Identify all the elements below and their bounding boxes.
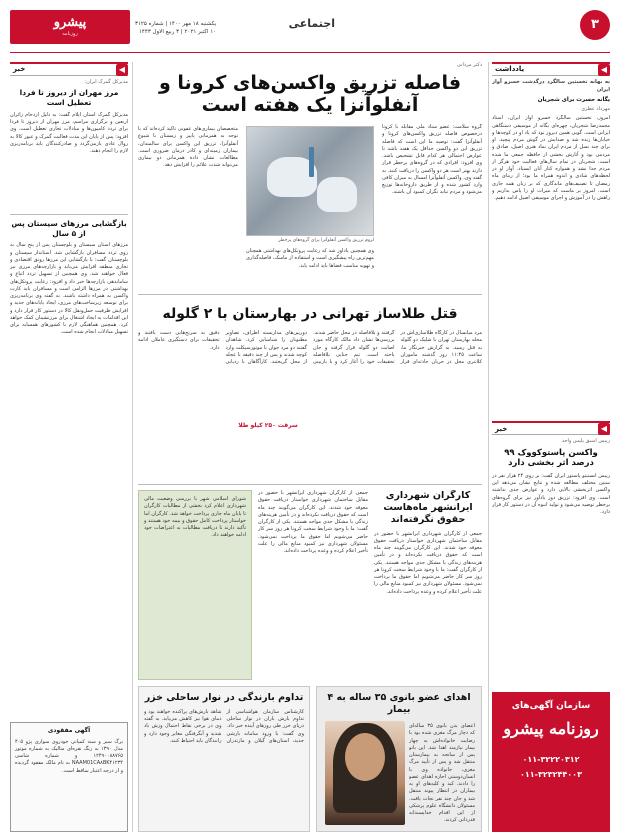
- logo-name: پیشرو: [53, 15, 87, 31]
- news-kicker: رییس اسبق پلیس واحد: [561, 438, 610, 445]
- crime-article-body: مرد میانسال در کارگاه طلاسازی‌اش در محله بهارستان تهران با شلیک دو گلوله به قتل رسید. به گزارش خبرنگار ما، ساعت ۱۱:۴۵ روز گذشته ماموران کلانتری محل در جریان حادثه‌ای قرار گرفتند و بلافاصله در محل حاضر شدند. بررسی‌ها نشان داد مالک کارگاه مورد اصابت دو گلوله قرار گرفته و جان باخته است. تیم جنایی بلافاصله تحقیقات خود را آغاز کرد و با بازبینی دوربین‌های مداربسته اطراف، تصاویر مظنونان را شناسایی کرد. شاهدان گفتند دو مرد جوان با موتورسیکلت وارد کوچه شدند و پس از چند دقیقه با عجله از محل گریختند. کارآگاهان با ردیابی دقیق به سرنخ‌هایی دست یافتند و تحقیقات برای دستگیری عاملان ادامه دارد.: [138, 330, 482, 365]
- ads-line-1: سازمان آگهی‌های: [511, 701, 591, 711]
- main-area: [138, 62, 482, 832]
- left-kicker: مدیرکل گمرک ایران:: [84, 79, 128, 85]
- crime-article-columns: [138, 330, 482, 480]
- dateline-line-1: یکشنبه ۱۸ مهر ۱۴۰۰ | شماره ۳۱۲۵: [135, 21, 217, 27]
- rain-article-text: کارشناس سازمان هواشناسی از تداوم بارش باران در نوار ساحلی دریای خزر طی روزهای آینده خبر داد. وی گفت: با ورود سامانه بارشی جدید، استان‌های گیلان و مازندران شاهد بارش‌های پراکنده خواهند بود و دمای هوا نیز کاهش می‌یابد. به گفته وی در برخی نقاط احتمال وزش باد شدید و آبگرفتگی معابر وجود دارد و رانندگان باید احتیاط کنند.: [144, 708, 304, 744]
- note-intro: به بهانه نخستین سالگرد درگذشت خسرو آواز ایران: [492, 79, 610, 93]
- organ-donation-box: [316, 686, 482, 832]
- text-under-photo: [246, 248, 374, 290]
- green-sidebar-box: [138, 490, 252, 680]
- logo-sub: روزنامه: [62, 30, 78, 37]
- donor-portrait: [325, 721, 405, 825]
- news-title: واکسن پاستوکووک ۹۹ درصد اثر بخشی دارد: [504, 447, 598, 469]
- note-tag-label: یادداشت: [492, 64, 527, 74]
- ads-box: [492, 692, 610, 832]
- left-news-tag: [10, 62, 128, 76]
- left-column-separator: [132, 62, 133, 832]
- vaccine-photo: [246, 126, 374, 236]
- rain-article-title: تداوم بارندگی در نوار ساحلی خزر: [144, 692, 304, 703]
- green-sidebar-text: شورای اسلامی شهر با بررسی وضعیت مالی شهرداری اعلام کرد بخشی از مطالبات کارگران تا پایان ماه جاری پرداخت خواهد شد. کارگران اما خواستار پرداخت کامل حقوق و بیمه خود هستند و تأکید دارند تا دریافت مطالبات به اعتراضات خود ادامه خواهند داد.: [144, 496, 246, 539]
- note-tag: [492, 62, 610, 76]
- left-title-2: بازگشایی مرزهای سیستان پس از ۵ سال: [11, 218, 127, 238]
- section-divider: [138, 294, 482, 295]
- headline-jeweler-murder: قتل طلاساز تهرانی در بهارستان با ۲ گلوله: [162, 306, 458, 322]
- organ-donation-text-col: [409, 723, 475, 827]
- header-divider: [10, 52, 610, 53]
- left-title-1: مرز مهران از دیروز تا فردا تعطیل است: [19, 88, 119, 107]
- workers-text: جمعی از کارگران شهرداری ایرانشهر با حضور در مقابل ساختمان شهرداری خواستار دریافت حقوق معوقه خود شدند. این کارگران می‌گویند چند ماه است که حقوق دریافت نکرده‌اند و در تأمین هزینه‌های زندگی با مشکل جدی مواجه هستند. یکی از کارگران گفت: ما با وجود شرایط سخت کرونا هر روز سر کار حاضر می‌شویم اما حقوق ما پرداخت نمی‌شود. مسئولان شهرداری نیز کمبود منابع مالی را علت تأخیر اعلام کرده و وعده پرداخت داده‌اند.: [374, 530, 482, 595]
- ads-line-2: روزنامه پیشرو: [503, 719, 599, 739]
- organ-donation-text: اعضای بدن بانوی ۳۵ ساله‌ای که دچار مرگ مغزی شده بود با رضایت خانواده‌اش به چهار بیمار نیازمند اهدا شد. این بانو پس از سانحه به بیمارستان منتقل شد و پس از تأیید مرگ مغزی، خانواده وی با انسان‌دوستی اجازه اهدای عضو را دادند. کبد و کلیه‌های او به بیماران در انتظار پیوند منتقل شد و جان چند نفر نجات یافت. مسئولان دانشگاه علوم پزشکی از این اقدام خداپسندانه قدردانی کردند.: [409, 723, 475, 824]
- lost-notice-text: برگ سبز و سند کمپانی خودروی سواری پژو ۴۰۵ مدل ۱۳۹۰ به رنگ نقره‌ای متالیک به شماره موتور ۱۲۴۹۰۰۸۸۷۶۵ و شماره شاسی NAAM01CA۸BK۴۱۲۳۴ به نام مالک مفقود گردیده و از درجه اعتبار ساقط است.: [15, 738, 123, 774]
- news-body: رییس انستیتو پاستور ایران گفت: بر روی ۲۴ هزار نفر در سنین مختلف مطالعه شده و نتایج نشان می‌دهد این واکسن اثربخشی بالایی دارد و عوارض جدی نداشته است. وی افزود: تزریق دوز یادآور نیز برای گروه‌های پرخطر توصیه می‌شود و تولید انبوه آن در دستور کار قرار دارد.: [492, 472, 610, 516]
- arrow-left-icon: ◀: [116, 64, 128, 76]
- arrow-left-icon: ◀: [598, 423, 610, 435]
- syringe-shape: [309, 147, 314, 177]
- workers-block: [374, 490, 482, 680]
- news-tag: [492, 421, 610, 435]
- organ-donation-title: اهدای عضو بانوی ۳۵ ساله به ۴ بیمار: [327, 692, 471, 715]
- article-author: دکتر مردانی: [456, 62, 482, 68]
- right-column-separator: [488, 62, 489, 832]
- page-header: [10, 10, 610, 46]
- hand-shape: [317, 177, 357, 212]
- article-text-left-body: متخصصان بیماری‌های عفونی تأکید کرده‌اند که با توجه به همزمانی پاییز و زمستان با شیوع آنفلوآنزا، تزریق این واکسن برای سالمندان، بیماران زمینه‌ای و کادر درمان ضروری است. مطالعات نشان داده همزمانی دو بیماری می‌تواند شدت علائم را افزایش دهد.: [138, 126, 238, 169]
- page-number-badge: ۳: [580, 10, 610, 40]
- rain-article-columns: [144, 709, 304, 827]
- dateline-line-2: ۱۰ اکتبر ۲۰۲۱ | ۳ ربیع الاول ۱۴۴۳: [138, 29, 217, 36]
- right-column: [492, 62, 610, 832]
- lost-notice-box: [10, 722, 128, 832]
- news-tag-label: خبر: [492, 424, 510, 434]
- left-body-2: مرزهای استان سیستان و بلوچستان پس از پنج سال به روی تردد مسافران بازگشایی شد. استاندار سیستان و بلوچستان گفت: با بازگشایی این مرزها رونق اقتصادی و تجاری منطقه افزایش می‌یابد و بازارچه‌های مرزی نیز فعال خواهند شد. وی همچنین از تسهیل تردد اتباع و ساماندهی بازارچه‌ها خبر داد و افزود: رعایت پروتکل‌های بهداشتی در مرزها الزامی است و مسافران باید کارت واکسن به همراه داشته باشند. به گفته وی برنامه‌ریزی برای توسعه زیرساخت‌های مرزی، ایجاد پایانه‌های جدید و افزایش ظرفیت حمل‌ونقل کالا در دستور کار قرار دارد و این اقدامات به ایجاد اشتغال برای مرزنشینان کمک خواهد کرد. همچنین هماهنگی لازم با کشورهای همسایه برای تسهیل مبادلات انجام شده است.: [10, 242, 128, 336]
- left-column: [10, 62, 128, 832]
- text-under-photo-body: وی همچنین یادآور شد که رعایت پروتکل‌های بهداشتی همچنان مهم‌ترین راه پیشگیری است و استفاده از ماسک، فاصله‌گذاری و تهویه مناسب فضاها باید ادامه یابد.: [246, 248, 374, 269]
- dateline: [135, 20, 216, 37]
- rain-article-box: [138, 686, 310, 832]
- ads-phone-2: ۰۱۱-۳۲۳۲۴۴۰۰۳: [520, 769, 582, 779]
- lead-text-column: [382, 124, 482, 289]
- workers-continuation-text: جمعی از کارگران شهرداری ایرانشهر با حضور در مقابل ساختمان شهرداری خواستار دریافت حقوق معوقه خود شدند. این کارگران می‌گویند چند ماه است که حقوق دریافت نکرده‌اند و در تأمین هزینه‌های زندگی با مشکل جدی مواجه هستند. یکی از کارگران گفت: ما با وجود شرایط سخت کرونا هر روز سر کار حاضر می‌شویم اما حقوق ما پرداخت نمی‌شود. مسئولان شهرداری نیز کمبود منابع مالی را علت تأخیر اعلام کرده و وعده پرداخت داده‌اند.: [258, 490, 368, 554]
- left-body-1: مدیرکل گمرک استان ایلام گفت: به دلیل ازدحام زائران اربعین و برگزاری مراسم، مرز مهران از دیروز تا فردا برای تردد کامیون‌ها و مبادلات تجاری تعطیل است. وی افزود: پس از پایان این مدت فعالیت گمرک و عبور کالا به روال عادی بازمی‌گردد و صادرکنندگان باید برنامه‌ریزی لازم را انجام دهند.: [10, 111, 128, 154]
- note-body: امروز، نخستین سالگرد خسرو آواز ایران، استاد محمدرضا شجریان، چهره‌ای یگانه از موسیقی دستگاهی ایرانی است. گویی همین دیروز بود که یاد او در کوچه‌ها و خیابان‌ها زنده شد و صدایش در گوش مردم پیچید. او برای چند نسل از مردم ایران نماد هنری اصیل، صادق و مردمی بود و آثارش بخشی از حافظه جمعی ما شده است. شجریان در تمام سال‌های فعالیت خود هرگز از مردم جدا نشد و همواره کنار آنان ایستاد. آواز او در لحظه‌های شادی و اندوه همراه ما بود؛ از ربنای ماه رمضان تا تصنیف‌های ماندگاری که بر زبان همه جاری است. امروز بر ماست که میراث او را پاس بداریم و راهش را در آموزش و اجرای موسیقی اصیل ادامه دهیم.: [492, 115, 610, 202]
- left-news-tag-label: خبر: [10, 64, 28, 74]
- portrait-face: [345, 733, 385, 781]
- lost-notice-title: آگهی مفقودی: [47, 727, 91, 734]
- crime-subhead: سرقت ۲۵۰ کیلو طلا: [238, 422, 298, 429]
- left-divider: [10, 214, 128, 215]
- workers-continuation: [258, 490, 368, 680]
- newspaper-logo: [10, 10, 130, 44]
- photo-caption: لزوم تزریق واکسن آنفلوآنزا برای گروه‌های پرخطر: [278, 238, 374, 243]
- note-author: مهرداد عطری: [581, 106, 610, 113]
- ads-phone-1: ۰۱۱-۳۲۲۲۰۳۱۲: [522, 755, 580, 765]
- note-title: یگانه حسرت برای شجریان: [537, 97, 610, 104]
- section-divider-2: [138, 484, 482, 485]
- arrow-left-icon: ◀: [598, 64, 610, 76]
- workers-title: کارگران شهرداری ایرانشهر ماه‌هاست حقوق نگرفته‌اند: [383, 490, 473, 525]
- lead-text: گروه سلامت: عضو ستاد ملی مقابله با کرونا درخصوص فاصله تزریق واکسن‌های کرونا و آنفلوآنزا گفت: توصیه ما این است که فاصله تزریق این دو واکسن حداقل یک هفته باشد تا عوارض احتمالی هر کدام قابل تشخیص باشد. وی افزود: افرادی که در گروه‌های پرخطر قرار دارند بهتر است هر دو واکسن را دریافت کنند. به گفته وی، واکسن آنفلوآنزا امسال به میزان کافی وارد کشور شده و از طریق داروخانه‌ها توزیع می‌شود و مردم نباید نگران کمبود آن باشند.: [382, 124, 482, 196]
- headline-flu-vaccine: فاصله تزریق واکسن‌های کرونا و آنفلوآنزا یک هفته است: [158, 72, 462, 117]
- article-text-left: [138, 126, 238, 290]
- section-title: اجتماعی: [288, 17, 335, 30]
